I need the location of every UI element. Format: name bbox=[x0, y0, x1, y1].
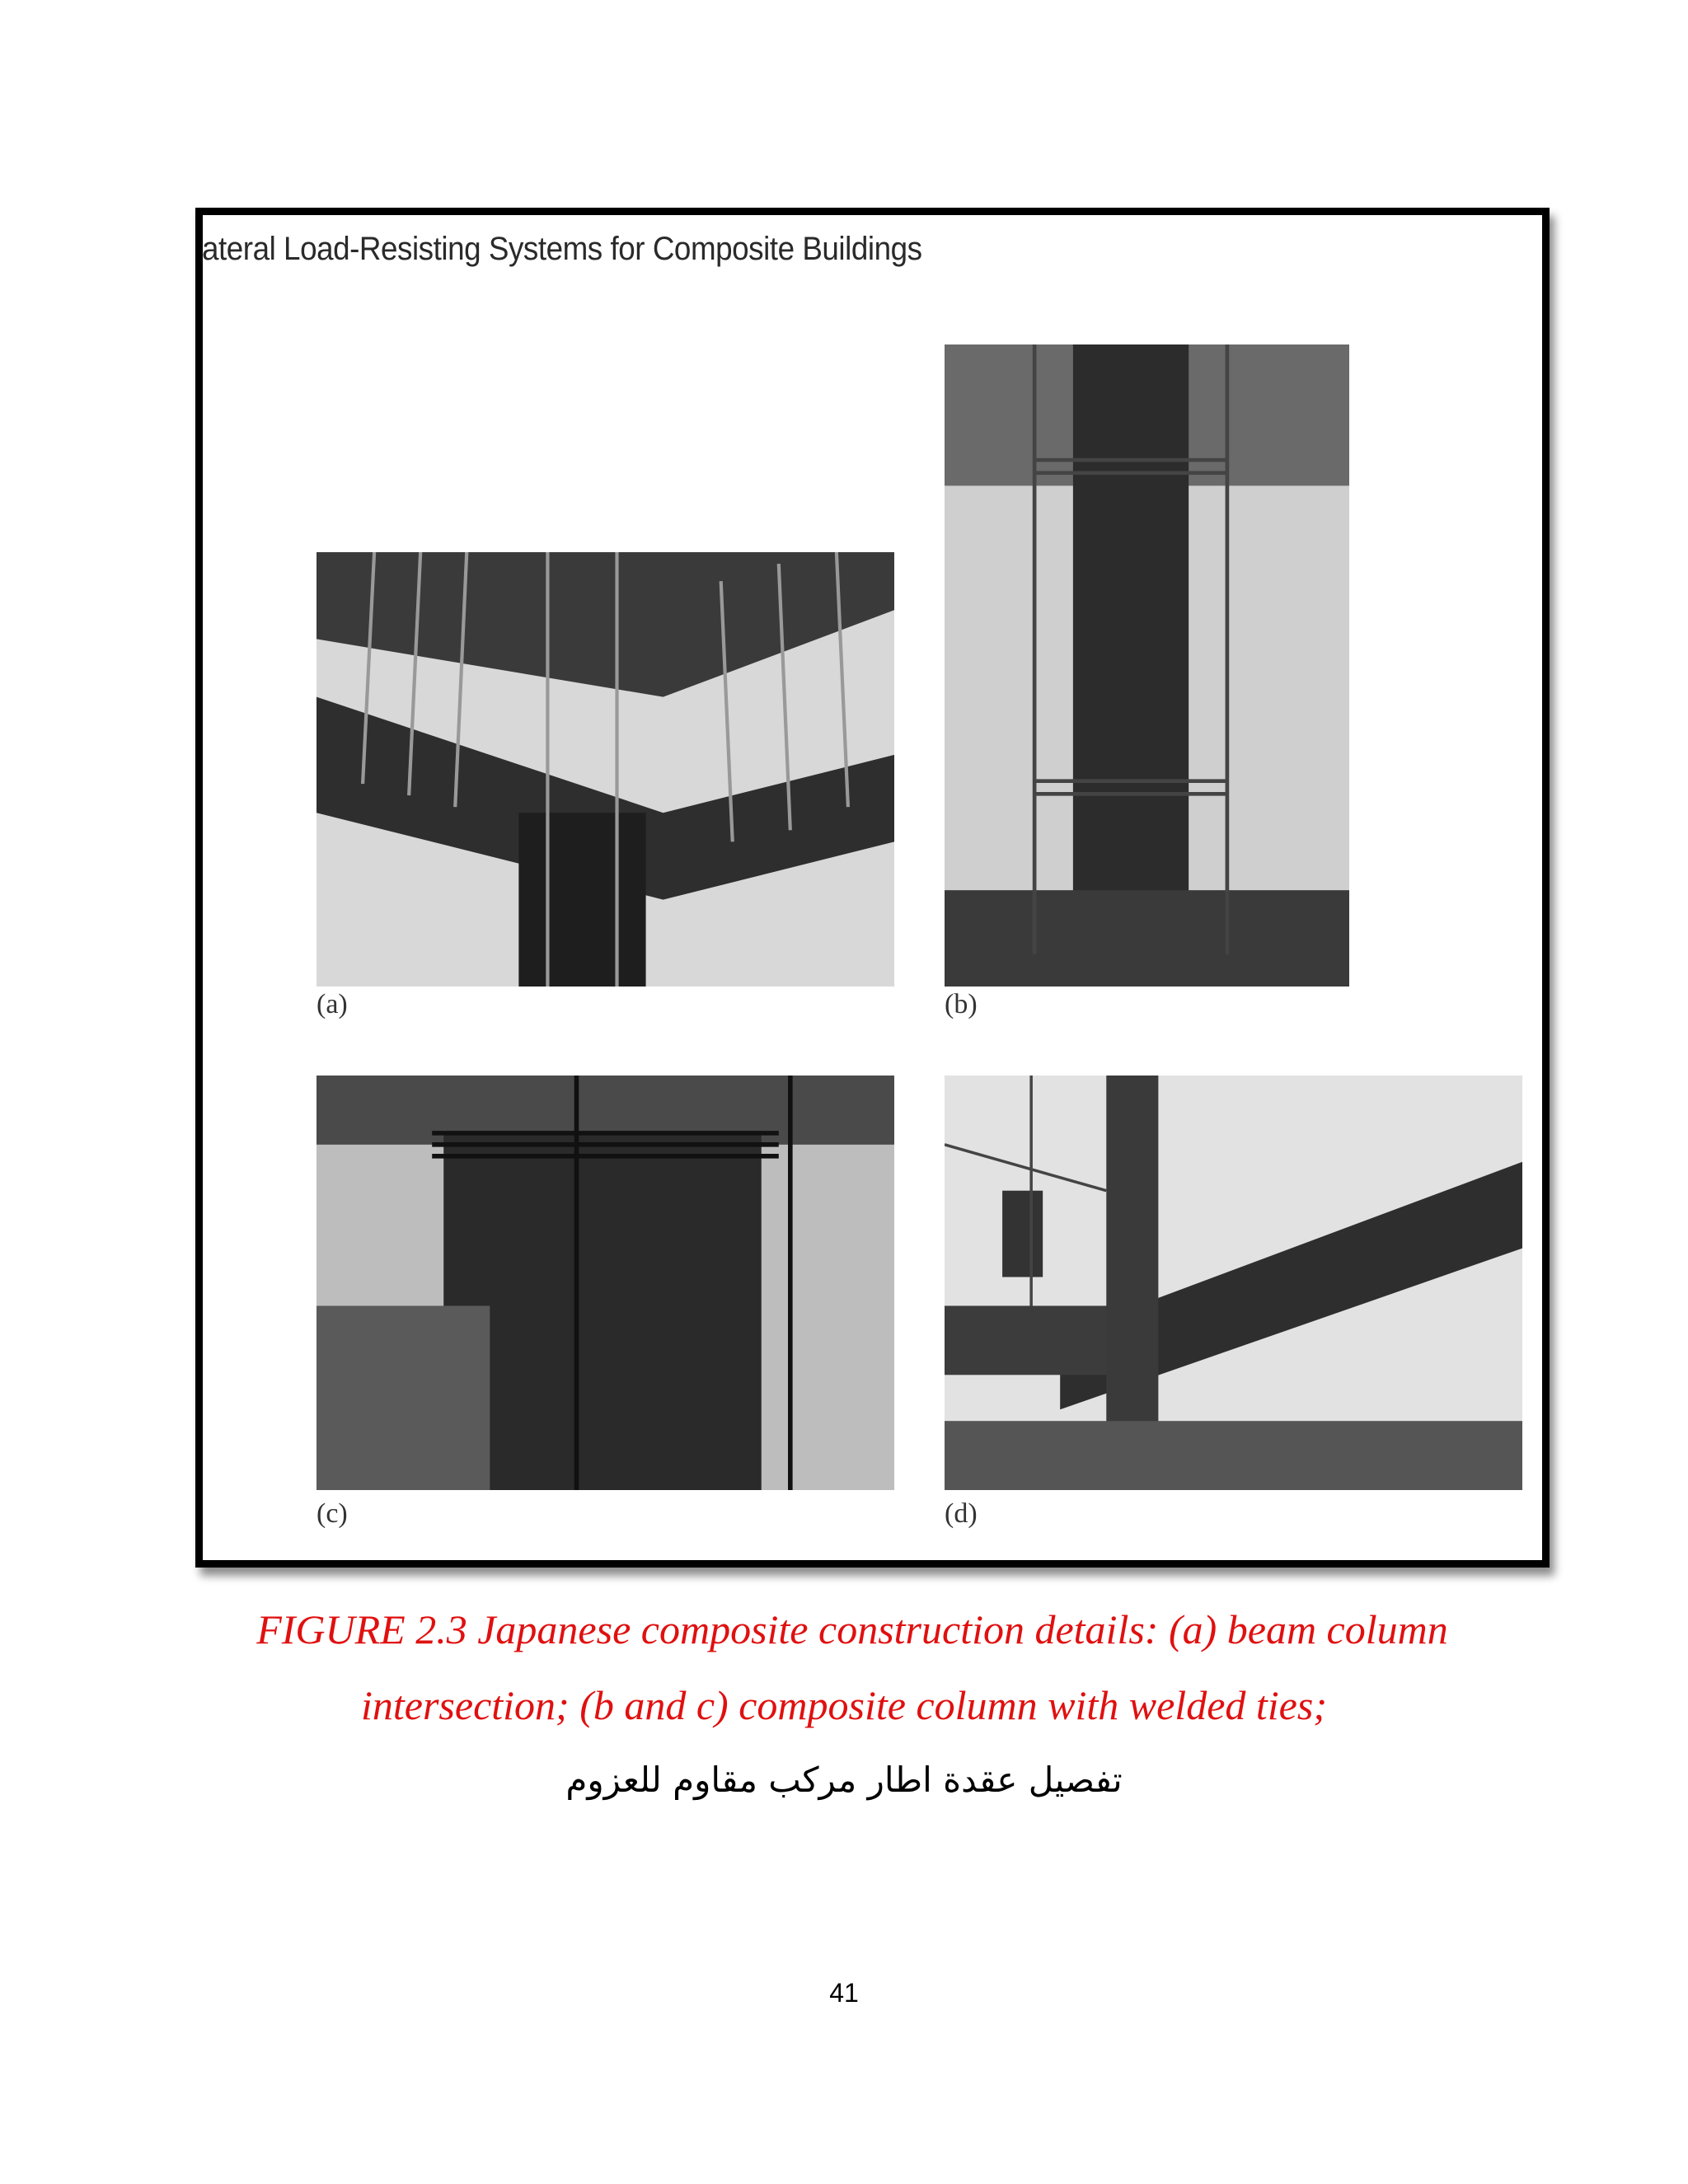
figure-caption-line-2: intersection; (b and c) composite column with welded ties; bbox=[361, 1682, 1327, 1728]
photo-d-frame-with-worker bbox=[945, 1076, 1522, 1490]
figure-caption-line-1: FIGURE 2.3 Japanese composite construction details: (a) beam column bbox=[256, 1606, 1448, 1652]
page-number: 41 bbox=[829, 1978, 859, 2008]
panel-label-c: (c) bbox=[316, 1498, 348, 1529]
panel-label-b: (b) bbox=[945, 989, 978, 1019]
photo-b-composite-column bbox=[945, 344, 1349, 987]
photo-c-welded-ties bbox=[316, 1076, 894, 1490]
panel-label-d: (d) bbox=[945, 1498, 978, 1529]
panel-label-a: (a) bbox=[316, 989, 348, 1019]
arabic-caption: تفصيل عقدة اطار مركب مقاوم للعزوم bbox=[565, 1760, 1123, 1800]
photo-a-beam-column-intersection bbox=[316, 552, 894, 987]
running-head: ateral Load-Resisting Systems for Composite Buildings bbox=[202, 231, 922, 267]
